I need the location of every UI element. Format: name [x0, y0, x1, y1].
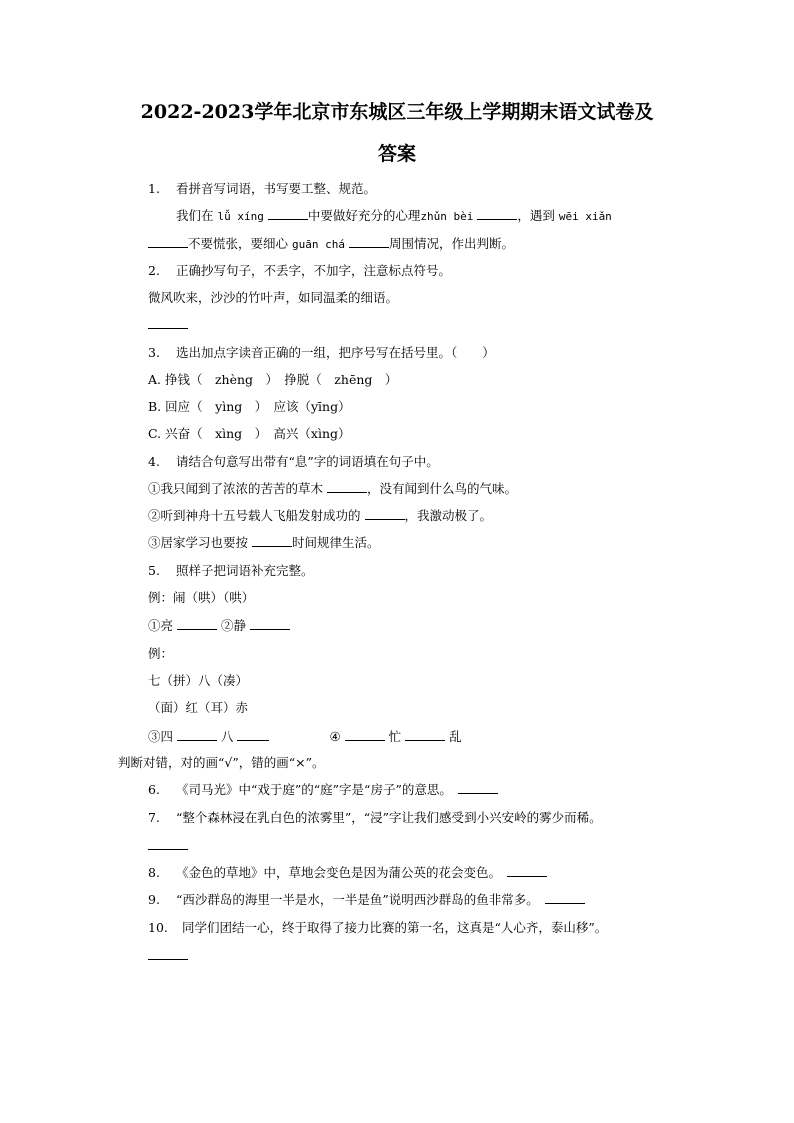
judge-intro: 判断对错，对的画“√”，错的画“×”。: [118, 755, 325, 770]
q10-answer-line: [148, 947, 188, 965]
blank-q9[interactable]: [545, 891, 585, 904]
q3-option-c[interactable]: C. 兴奋（ xìng ） 高兴（xìng）: [148, 426, 351, 441]
q1-prompt: [148, 180, 376, 198]
q8-number: 8.: [148, 865, 160, 880]
q2-answer-line: [148, 316, 188, 334]
q10-number: 10.: [148, 920, 168, 935]
q6-number: 6.: [148, 782, 160, 797]
q5-ln2-text-a: ③四: [148, 729, 174, 744]
blank-q4-1[interactable]: [327, 480, 367, 493]
q6-text: 《司马光》中“戏于庭”的“庭”字是“房子”的意思。: [176, 782, 446, 797]
q6: [148, 781, 498, 799]
blank-q4-3[interactable]: [252, 534, 292, 547]
q3-text: 选出加点字读音正确的一组，把序号写在括号里。（ ）: [176, 345, 495, 360]
q5-ln2-text-b: 八: [220, 729, 234, 744]
q2-number: 2.: [148, 263, 160, 278]
blank-q5-5[interactable]: [345, 728, 385, 741]
q7-text: “整个森林浸在乳白色的浓雾里”，“浸”字让我们感受到小兴安岭的雾少而稀。: [176, 810, 602, 825]
q4-prompt: [148, 453, 439, 471]
q7: [148, 809, 602, 827]
q7-number: 7.: [148, 810, 160, 825]
q9-text: “西沙群岛的海里一半是水，一半是鱼”说明西沙群岛的鱼非常多。: [176, 892, 533, 907]
blank-q2[interactable]: [148, 316, 188, 329]
q4-s3-text-a: ③居家学习也要按: [148, 535, 249, 550]
q8-text: 《金色的草地》中，草地会变色是因为蒲公英的花会变色。: [176, 865, 495, 880]
q4-sentence-1: [148, 480, 517, 498]
q4-s3-text-b: 时间规律生活。: [292, 535, 380, 550]
q3-number: 3.: [148, 345, 160, 360]
q3-prompt: [148, 344, 495, 362]
q3-option-a[interactable]: A. 挣钱（ zhèng ） 挣脱（ zhēng ）: [148, 372, 398, 387]
q5-line-1: [148, 617, 290, 635]
q5-example-1: 例：闹（哄）（哄）: [148, 590, 255, 605]
q5-ln2-text-c: ④: [329, 729, 341, 744]
blank-q5-2[interactable]: [250, 617, 290, 630]
blank-lvxing[interactable]: [268, 207, 308, 220]
blank-q6[interactable]: [458, 781, 498, 794]
q4-s1-text-a: ①我只闻到了浓浓的苦苦的草木: [148, 481, 324, 496]
q10-text: 同学们团结一心，终于取得了接力比赛的第一名，这真是“人心齐，泰山移”。: [182, 920, 608, 935]
pinyin-weixian: wēi xiǎn: [558, 210, 612, 223]
q5-ln1-text-a: ①亮: [148, 618, 174, 633]
q5-prompt: [148, 562, 314, 580]
q5-ln2-text-d: 忙: [388, 729, 402, 744]
q2-text: 正确抄写句子，不丢字，不加字，注意标点符号。: [176, 263, 452, 278]
q1-l2-text-b: 周围情况，作出判断。: [388, 236, 514, 251]
q4-s1-text-b: ，没有闻到什么鸟的气味。: [367, 481, 518, 496]
q1-line2: [148, 235, 514, 254]
pinyin-guancha: guān chá: [292, 238, 345, 251]
blank-q5-1[interactable]: [177, 617, 217, 630]
blank-guancha[interactable]: [349, 235, 389, 248]
blank-weixian[interactable]: [148, 235, 188, 248]
q1-l1-text-b: 中要做好充分的心理: [307, 208, 421, 223]
blank-q4-2[interactable]: [365, 507, 405, 520]
blank-q5-4[interactable]: [237, 728, 269, 741]
q4-s2-text-b: ，我激动极了。: [404, 508, 493, 523]
q9: [148, 891, 585, 909]
blank-q10[interactable]: [148, 947, 188, 960]
q5-line-2: [148, 728, 462, 746]
q1-l1-text-a: 我们在: [176, 208, 214, 223]
q1-l1-text-c: ，遇到: [517, 208, 555, 223]
blank-q8[interactable]: [507, 864, 547, 877]
q5-example-2b: （面）红（耳）赤: [148, 700, 249, 715]
blank-q7[interactable]: [148, 837, 188, 850]
blank-q5-6[interactable]: [405, 728, 445, 741]
q4-sentence-3: [148, 534, 380, 552]
blank-zhunbei[interactable]: [477, 207, 517, 220]
document-title-line1: 2022-2023学年北京市东城区三年级上学期期末语文试卷及: [140, 101, 654, 123]
q4-s2-text-a: ②听到神舟十五号载人飞船发射成功的: [148, 508, 361, 523]
pinyin-zhunbei: zhǔn bèi: [420, 210, 474, 223]
q2-prompt: [148, 262, 451, 280]
q2-sentence: 微风吹来，沙沙的竹叶声，如同温柔的细语。: [148, 290, 399, 305]
q4-text: 请结合句意写出带有“息”字的词语填在句子中。: [176, 454, 439, 469]
q4-sentence-2: [148, 507, 492, 525]
q5-ln1-text-b: ②静: [220, 618, 246, 633]
q1-number: 1.: [148, 181, 160, 196]
q5-example-2a: 七（拼）八（凑）: [148, 673, 249, 688]
q5-number: 5.: [148, 563, 160, 578]
q1-text: 看拼音写词语，书写要工整、规范。: [176, 181, 377, 196]
q3-option-b[interactable]: B. 回应（ yìng ） 应该（yīng）: [148, 399, 351, 414]
q4-number: 4.: [148, 454, 160, 469]
q9-number: 9.: [148, 892, 160, 907]
q5-ln2-text-e: 乱: [449, 729, 462, 744]
blank-q5-3[interactable]: [177, 728, 217, 741]
q7-answer-line: [148, 837, 188, 855]
q1-l2-text-a: 不要慌张，要细心: [188, 236, 289, 251]
q10: [148, 919, 607, 937]
q5-example-2-label: 例：: [148, 646, 174, 661]
q5-text: 照样子把词语补充完整。: [176, 563, 314, 578]
pinyin-lvxing: lǚ xíng: [217, 210, 264, 223]
document-title-line2: 答案: [377, 143, 416, 165]
q1-line1: [176, 207, 612, 226]
q8: [148, 864, 547, 882]
